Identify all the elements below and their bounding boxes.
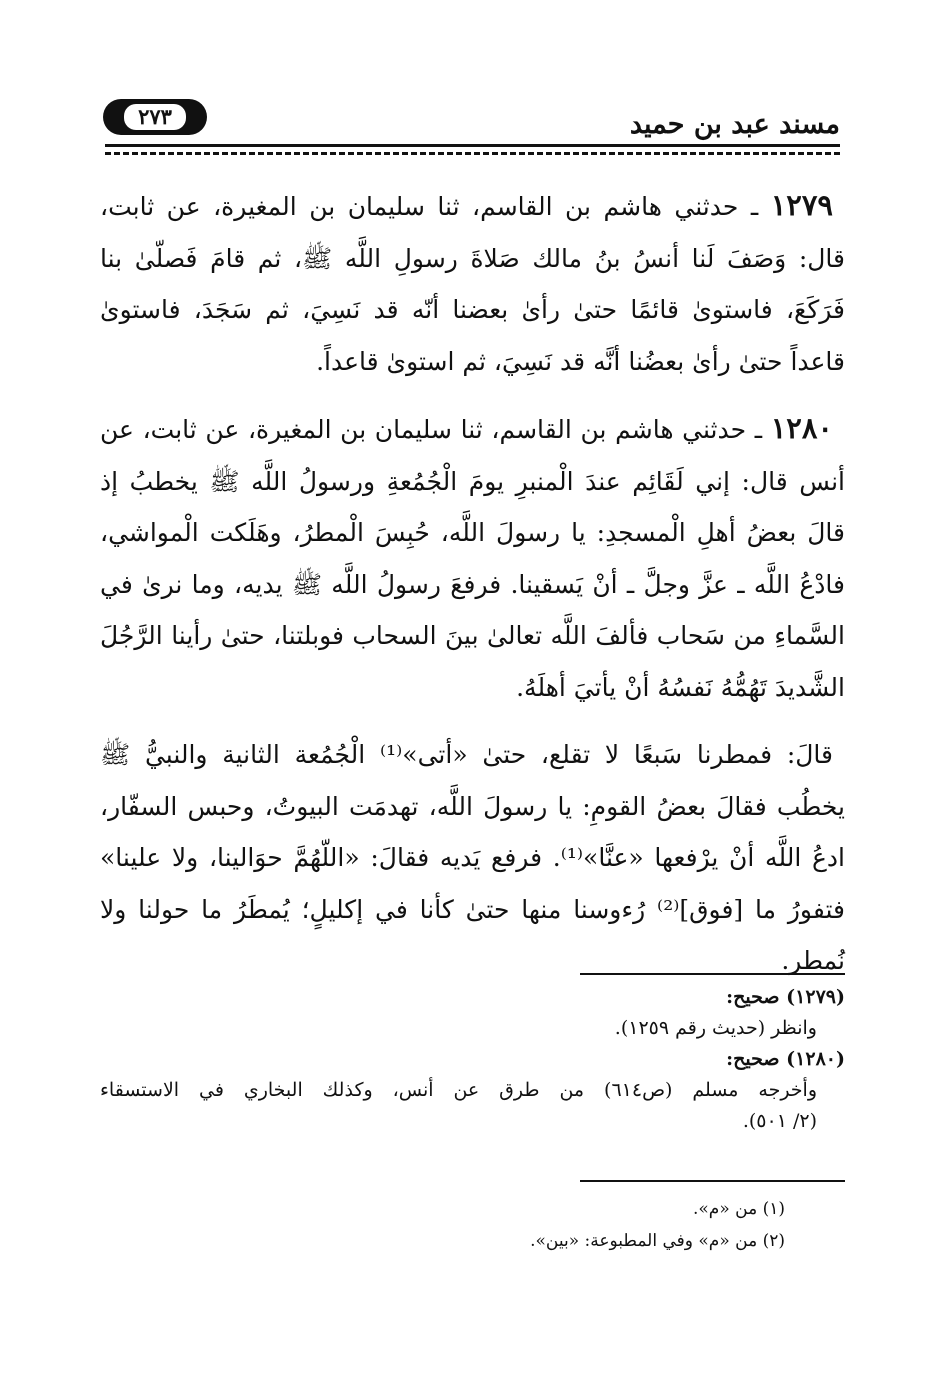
header-dashed-rule [105,152,840,155]
hadith-text: ـ حدثني هاشم بن القاسم، ثنا سليمان بن المغيرة، عن ثابت، قال: وَصَفَ لَنا أنسُ بنُ مالك صَلاةَ رسولِ اللَّه ﷺ، ثم قامَ فَصلّىٰ بنا فَرَكَعَ، فاستوىٰ قائمًا حتىٰ رأىٰ بعضنا أنّه قد نَسِيَ، ثم سَجَدَ، فاستوىٰ قاعداً حتىٰ رأىٰ بعضُنا أنَّه قد نَسِيَ، ثم استوىٰ قاعداً. [100,192,845,376]
page-number: ٢٧٣ [124,104,186,130]
page-number-badge [103,99,207,135]
notes-separator [580,973,845,975]
header-rule [105,144,840,147]
takhrij-notes [100,982,845,1137]
main-text [100,180,845,987]
page-header [100,95,840,141]
book-title: مسند عبد بن حميد [629,109,840,140]
footnotes [100,1193,845,1257]
footnote: (٢) من «م» وفي المطبوعة: «بين». [530,1231,785,1251]
note-line: (٢/ ٥٠١). [742,1110,817,1132]
hadith-1279 [100,180,845,387]
note-heading: (١٢٨٠) صحيح: [726,1048,845,1070]
hadith-number: ١٢٧٩ [770,188,833,222]
note-line: وأخرجه مسلم (ص٦١٤) من طرق عن أنس، وكذلك البخاري في الاستسقاء [100,1079,818,1101]
hadith-1280 [100,403,845,713]
footnote: (١) من «م». [693,1199,785,1219]
hadith-text: ـ حدثني هاشم بن القاسم، ثنا سليمان بن المغيرة، عن ثابت، عن أنس قال: إني لَقَائِم عندَ الْمنبرِ يومَ الْجُمُعةِ ورسولُ اللَّه ﷺ يخطبُ إذ قالَ بعضُ أهلِ الْمسجدِ: يا رسولَ اللَّه، حُبِسَ الْمطرُ، وهَلَكت الْمواشي، فادْعُ اللَّه ـ عزَّ وجلَّ ـ أنْ يَسقينا. فرفعَ رسولُ اللَّه ﷺ يديه، وما نرىٰ في السَّماءِ من سَحاب فألفَ اللَّه تعالىٰ بينَ السحاب فوبلتنا، حتىٰ رأينا الرَّجُلَ الشَّديدَ تَهُمُّهُ نَفسُهُ أنْ يأتيَ أهلَهُ. [100,415,845,702]
hadith-number: ١٢٨٠ [770,411,833,445]
note-line: وانظر (حديث رقم ١٢٥٩). [614,1017,817,1039]
hadith-1280-continuation: قالَ: فمطرنا سَبعًا لا تقلع، حتىٰ «أتى»⁽¹⁾ الْجُمُعة الثانية والنبيُّ ﷺ يخطُب فقالَ بعضُ القومِ: يا رسولَ اللَّه، تهدمَت البيوتُ، وحبس السفّار، ادعُ اللَّه أنْ يرْفعها «عنَّا»⁽¹⁾. فرفع يَديه فقالَ: «اللّهُمَّ حوَالينا، ولا علينا» فتفورُ ما [فوق]⁽²⁾ رُءوسنا منها حتىٰ كأنا في إكليلٍ؛ يُمطَرُ ما حولنا ولا نُمطر. [100,740,845,975]
footnotes-separator [580,1180,845,1182]
note-heading: (١٢٧٩) صحيح: [726,986,845,1008]
